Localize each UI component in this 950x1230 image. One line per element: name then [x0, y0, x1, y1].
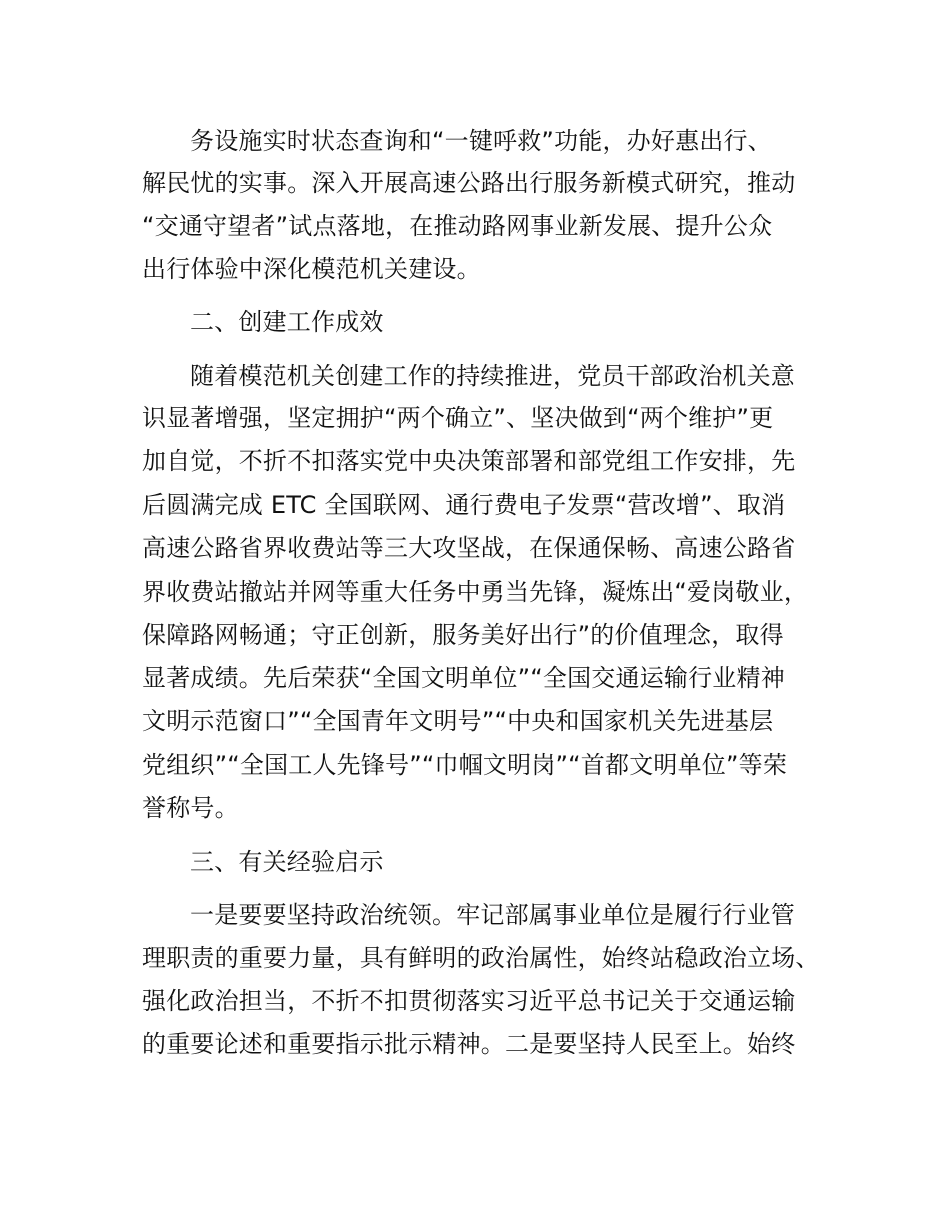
text-line: 显著成绩。先后荣获“全国文明单位”“全国交通运输行业精神	[142, 664, 785, 692]
text-line: 加自觉，不折不扣落实党中央决策部署和部党组工作安排，先	[142, 447, 796, 475]
text-line: “交通守望者”试点落地，在推动路网事业新发展、提升公众	[142, 212, 773, 240]
text-line: 保障路网畅通；守正创新，服务美好出行”的价值理念，取得	[142, 621, 784, 649]
text-line: 理职责的重要力量，具有鲜明的政治属性，始终站稳政治立场、	[142, 944, 820, 972]
text-line: 解民忧的实事。深入开展高速公路出行服务新模式研究，推动	[142, 169, 796, 197]
text-line: 誉称号。	[142, 794, 239, 822]
text-line: 党组织”“全国工人先锋号”“巾帼文明岗”“首都文明单位”等荣	[142, 751, 788, 779]
text-line: 后圆满完成 ETC 全国联网、通行费电子发票“营改增”、取消	[142, 491, 786, 519]
section-heading: 三、有关经验启示	[190, 848, 384, 876]
text-line: 出行体验中深化模范机关建设。	[142, 255, 481, 283]
text-line: 文明示范窗口”“全国青年文明号”“中央和国家机关先进基层	[142, 707, 774, 735]
text-line: 的重要论述和重要指示批示精神。二是要坚持人民至上。始终	[142, 1030, 796, 1058]
section-heading: 二、创建工作成效	[190, 308, 384, 336]
text-line: 高速公路省界收费站等三大攻坚战，在保通保畅、高速公路省	[142, 534, 796, 562]
text-line: 务设施实时状态查询和“一键呼救”功能，办好惠出行、	[190, 127, 772, 155]
text-line: 随着模范机关创建工作的持续推进，党员干部政治机关意	[190, 362, 795, 390]
text-line: 识显著增强，坚定拥护“两个确立”、坚决做到“两个维护”更	[142, 404, 774, 432]
text-line: 界收费站撤站并网等重大任务中勇当先锋，凝炼出“爱岗敬业，	[142, 578, 809, 606]
text-line: 一是要要坚持政治统领。牢记部属事业单位是履行行业管	[190, 901, 795, 929]
text-line: 强化政治担当，不折不扣贯彻落实习近平总书记关于交通运输	[142, 987, 796, 1015]
